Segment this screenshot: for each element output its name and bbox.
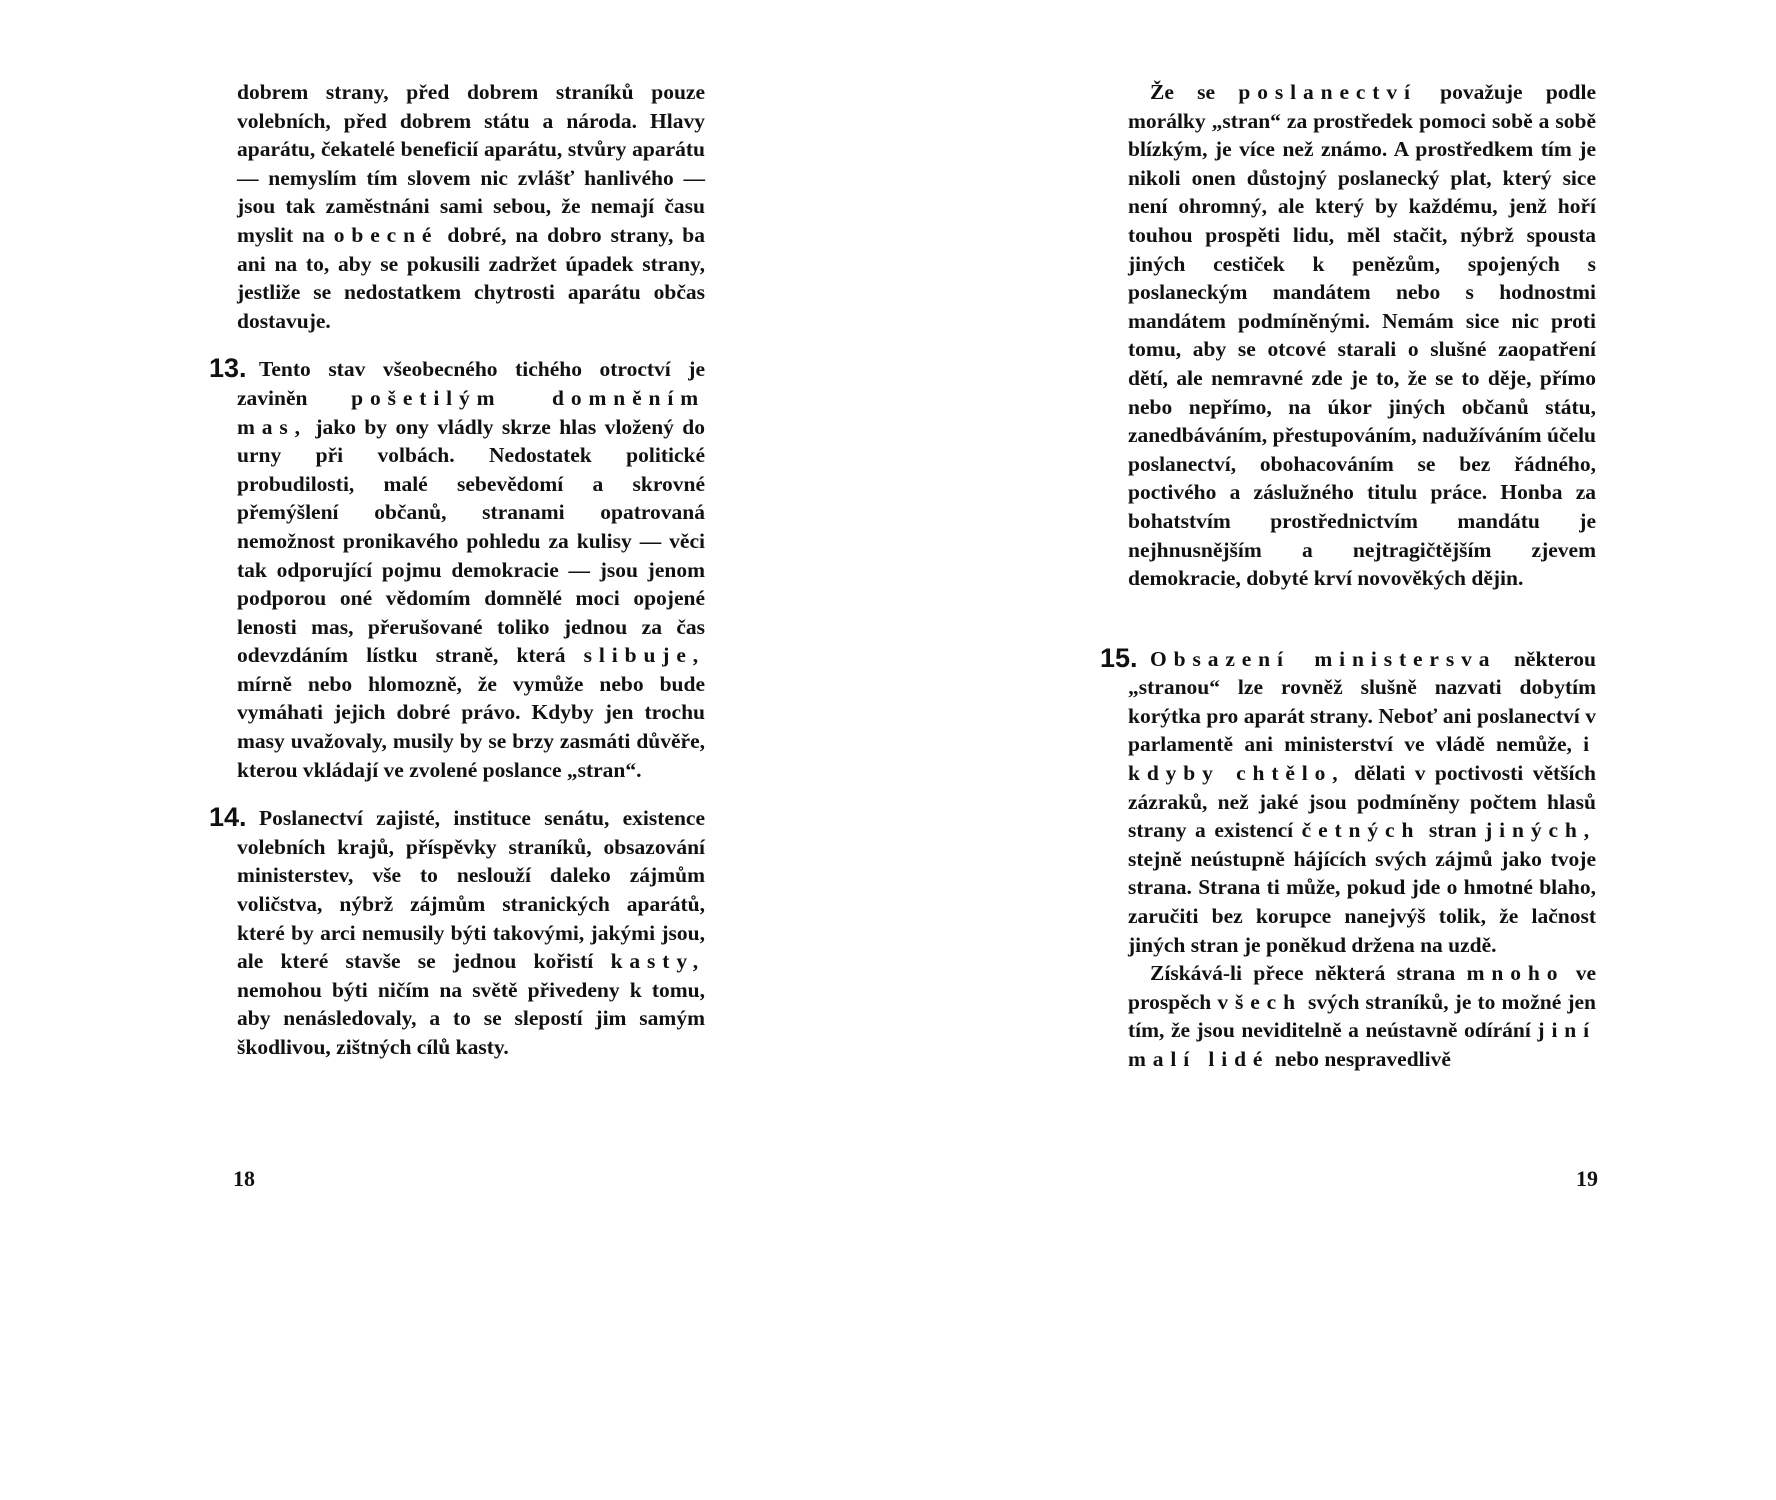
right-text-column xyxy=(1100,78,1597,1074)
page-number-left: 18 xyxy=(233,1166,255,1191)
spaced-emphasis: mnoho xyxy=(1466,961,1565,986)
paragraph-15-continued: Získává-li přece některá strana mnoho ve prospěch všech svých straníků, je to možné jen tím, že jsou neviditelně a neústavně odírání jiní malí lidé nebo nespravedlivě xyxy=(1128,961,1597,1071)
spaced-emphasis: jiných, xyxy=(1485,818,1597,843)
paragraph-number-15: 15. xyxy=(1100,642,1138,673)
paragraph-number-14: 14. xyxy=(209,802,247,833)
paragraph-number-13: 13. xyxy=(209,353,247,384)
paragraph-13: 13. Tento stav všeobecného tichého otroctví je zaviněn pošetilým domněním mas, jako by ony vládly skrze hlas vložený do urny při volbách. Nedostatek politické probudilosti, malé sebevědomí a skrovné přemýšlení občanů, stranami opatrovaná nemožnost pronikavého pohledu za kulisy — věci tak odporující pojmu demokracie — jsou jenom podporou oné vědomím domnělé moci opojené lenosti mas, přerušované toliko jednou za čas odevzdáním lístku straně, která slibuje, mírně nebo hlomozně, že vymůže nebo bude vymáhati jejich dobré právo. Kdyby jen trochu masy uvažovaly, musily by se brzy zasmáti důvěře, kterou vkládají ve zvolené poslance „stran“. xyxy=(237,355,705,784)
spaced-emphasis: jiní malí lidé xyxy=(1128,1018,1596,1071)
page-number-right: 19 xyxy=(1576,1166,1598,1191)
paragraph-14: 14. Poslanectví zajisté, instituce senátu, existence volebních krajů, příspěvky straníků, obsazování ministerstev, vše to neslouží daleko zájmům voličstva, nýbrž zájmům stranických aparátů, které by arci nemusily býti takovými, jakými jsou, ale které stavše se jednou kořistí kasty, nemohou býti ničím na světě přivedeny k tomu, aby nenásledovaly, a to se slepostí jim samým škodlivou, zištných cílů kasty. xyxy=(237,804,705,1061)
spaced-emphasis: četných xyxy=(1301,818,1421,843)
spaced-emphasis: pošetilým domněním mas, xyxy=(237,385,706,439)
spaced-emphasis: všech xyxy=(1217,989,1302,1014)
spaced-emphasis: kasty, xyxy=(610,949,706,974)
spaced-emphasis: poslanectví xyxy=(1238,80,1417,104)
left-text-column xyxy=(209,78,706,1062)
right-page xyxy=(888,0,1776,1500)
spaced-emphasis: slibuje, xyxy=(583,643,706,668)
paragraph-15: 15. Obsazení ministersva některou „stranou“ lze rovněž slušně nazvati dobytím korýtka pro aparát strany. Neboť ani poslanectví v parlamentě ani ministerství ve vládě nemůže, i kdyby chtělo, dělati v poctivosti větších zázraků, než jaké jsou podmíněny počtem hlasů strany a existencí četných stran jiných, stejně neústupně hájících svých zájmů jako tvoje strana. Strana ti může, pokud jde o hmotné blaho, zaručiti bez korupce nanejvýš tolik, že lačnost jiných stran je poněkud držena na uzdě. xyxy=(1128,645,1596,960)
spaced-emphasis: i kdyby chtělo, xyxy=(1128,732,1596,786)
spaced-emphasis: Obsazení ministersva xyxy=(1150,646,1497,671)
continued-paragraph-right: Že se poslanectví považuje podle morálky „stran“ za prostředek pomoci sobě a sobě blízkým, je více než známo. A prostředkem tím je nikoli onen důstojný poslanecký plat, který sice není ohromný, ale který by každému, jenž hoří touhou prospěti lidu, měl stačit, nýbrž spousta jiných cestiček k penězům, spojených s poslaneckým mandátem nebo s hodnostmi mandátem podmíněnými. Nemám sice nic proti tomu, aby se otcové starali o slušné zaopatření dětí, ale nemravné zde je to, že se to děje, přímo nebo nepřímo, na úkor jiných občanů státu, zanedbáváním, přestupováním, nadužíváním účelu poslanectví, obohacováním se bez řádného, poctivého a záslužného titulu práce. Honba za bohatstvím prostřednictvím mandátu je nejhnusnějším a nejtragičtějším zjevem demokracie, dobyté krví novověkých dějin. xyxy=(1128,80,1597,591)
spaced-emphasis: obecné xyxy=(333,222,439,247)
continued-paragraph: dobrem strany, před dobrem straníků pouze volebních, před dobrem státu a národa. Hlavy aparátu, čekatelé beneficií aparátu, stvůry aparátu — nemyslím tím slovem nic zvlášť hanlivého — jsou tak zaměstnáni sami sebou, že nemají času myslit na obecné dobré, na dobro strany, ba ani na to, aby se pokusili zadržet úpadek strany, jestliže se nedostatkem chytrosti aparátu občas dostavuje. xyxy=(237,80,706,333)
